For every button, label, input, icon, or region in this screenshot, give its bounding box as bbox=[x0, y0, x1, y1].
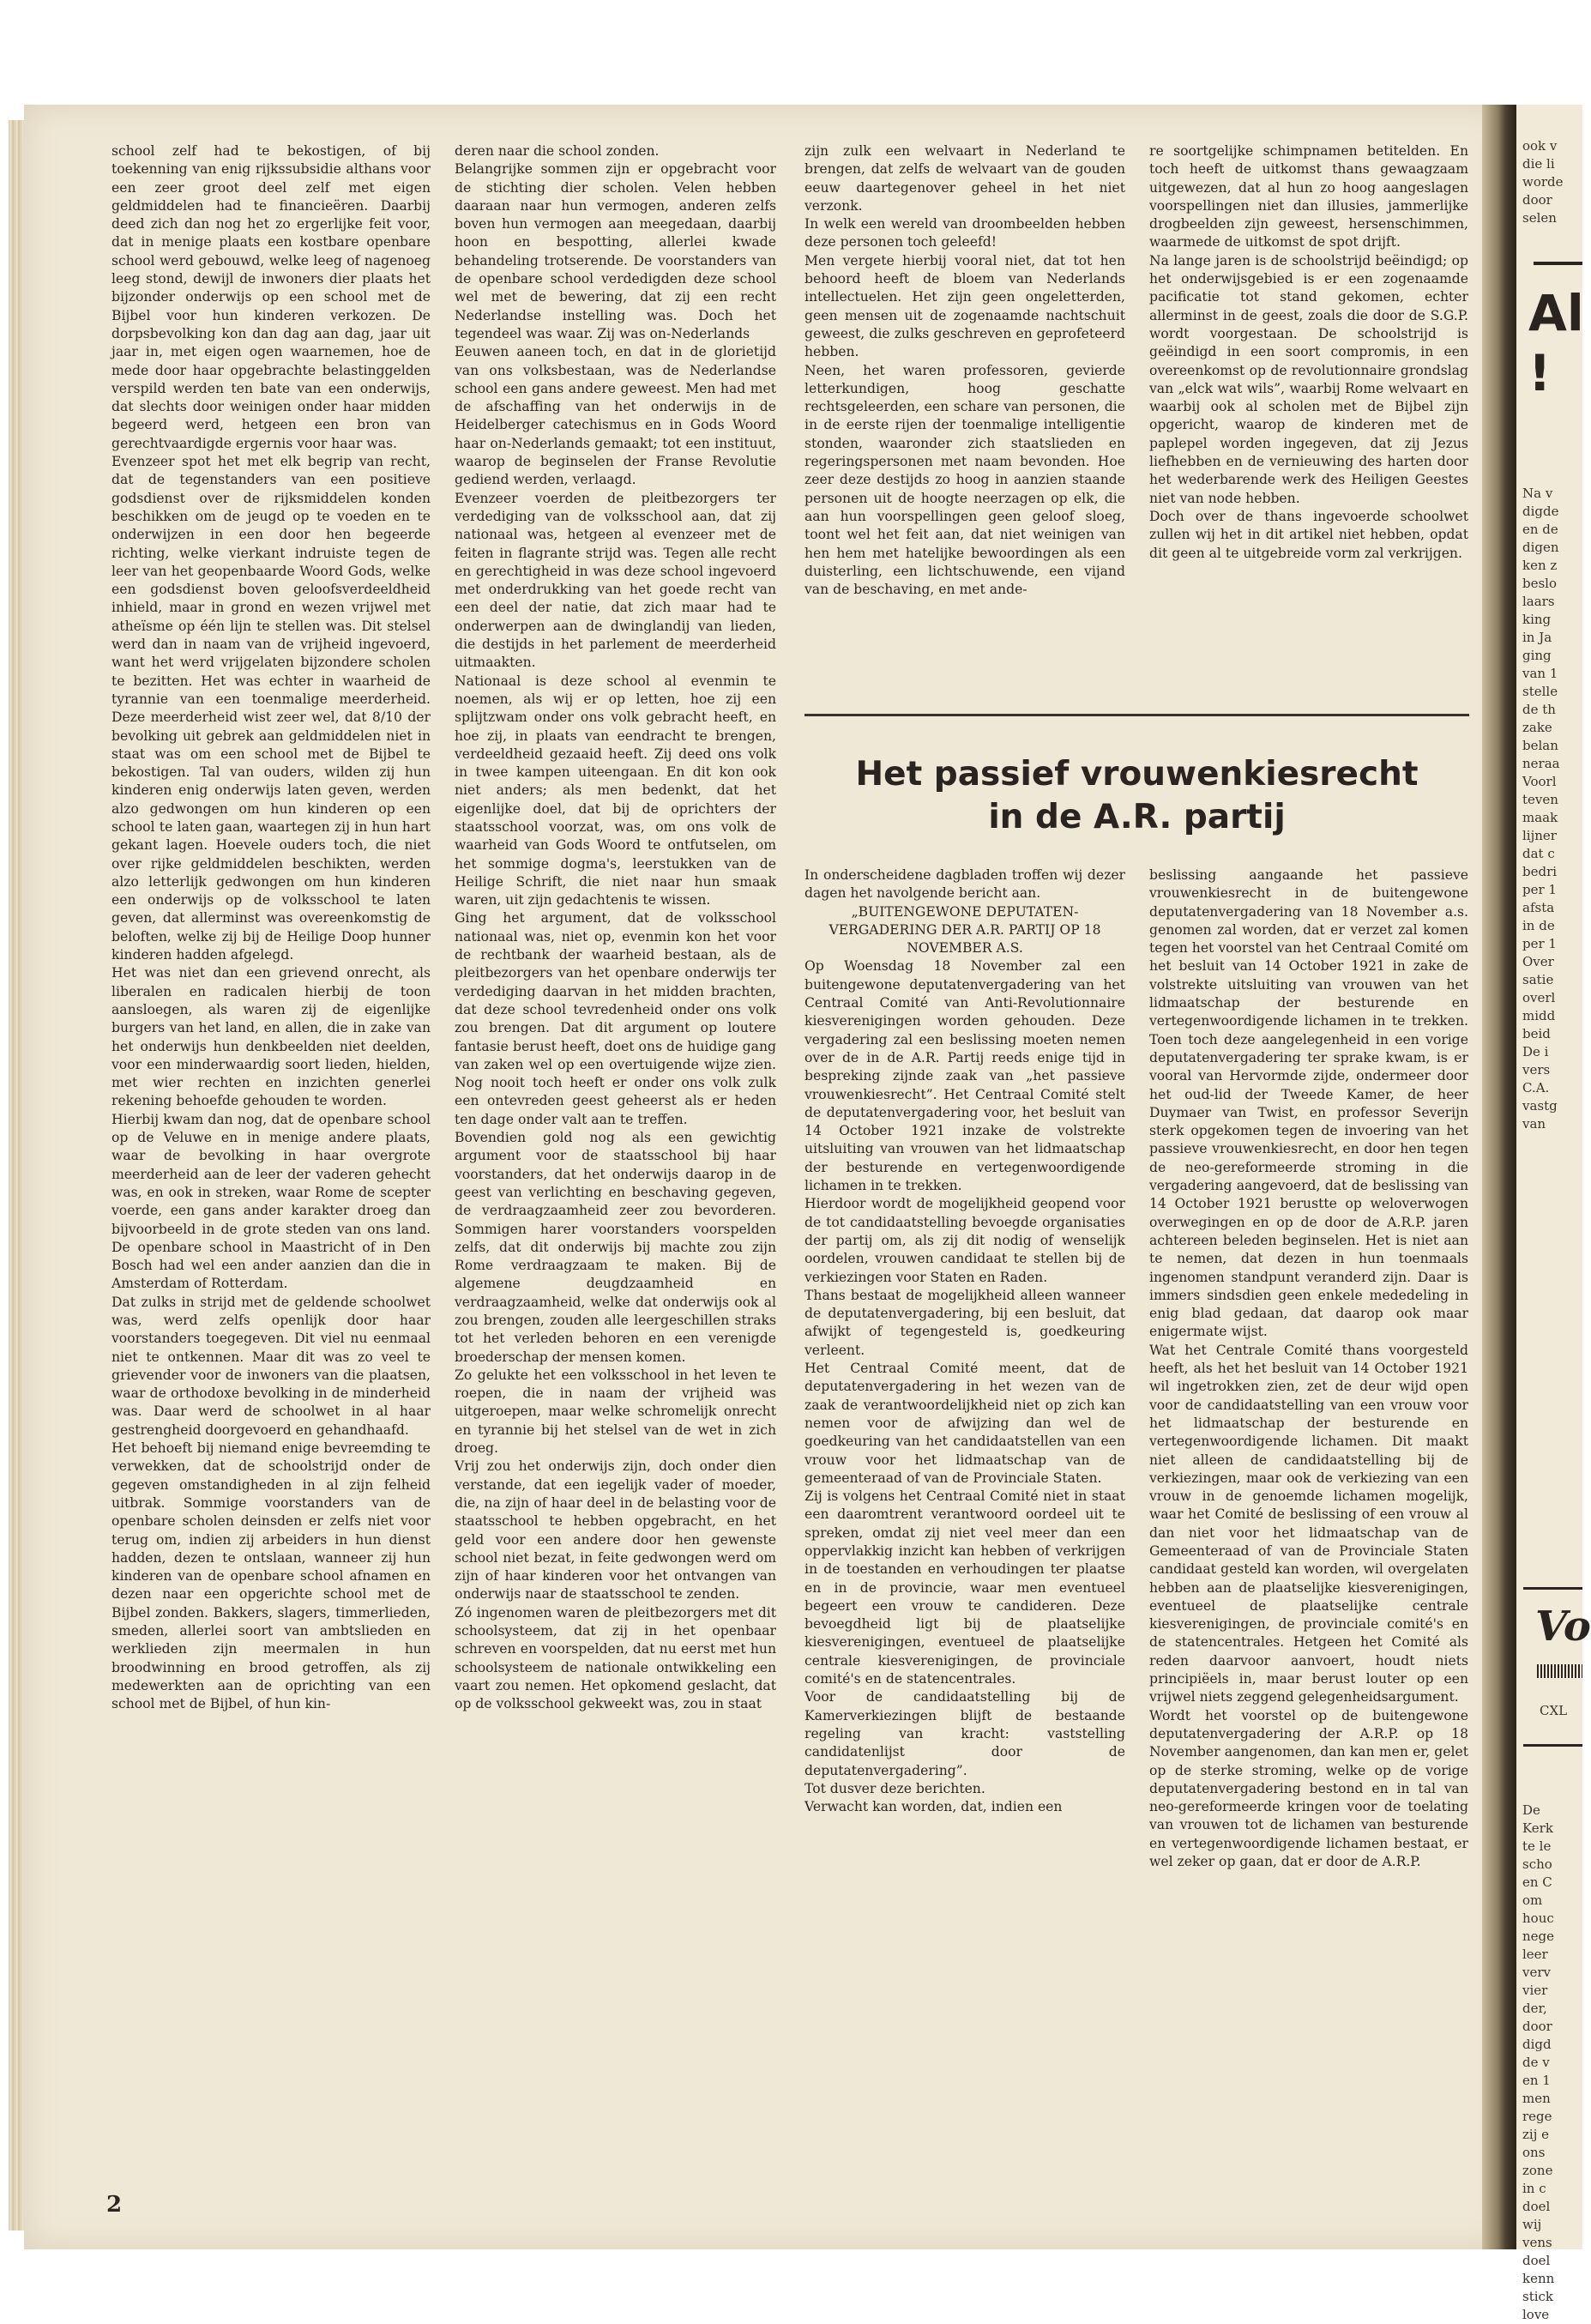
paragraph: Evenzeer spot het met elk begrip van recht, dat de tegenstanders van een positieve godsdienst over de rijksmiddelen konden beschikken om de jeugd op te voeden en te onderwijzen in een door hen begeerde richting, welke vierkant indruiste tegen de leer van het geopenbaarde Woord Gods, welke een godsdienst boven geloofsverdeeldheid inhield, maar in grond en wezen vrijwel met atheïsme op één lijn te stellen was. Dit stelsel werd dan in naam van de vrijheid ingevoerd, want het werd vrijgelaten bijzondere scholen te bezitten. Het was echter in waarheid de tyrannie van een toenmalige meerderheid. Deze meerderheid wist zeer wel, dat 8/10 der bevolking uit gebrek aan geldmiddelen niet in staat was om een school met de Bijbel te bekostigen. Tal van ouders, wilden zij hun kinderen enig onderwijs laten geven, werden alzo gedwongen om hun kinderen op een school te laten gaan, waartegen zij in hun hart gekant lagen. Hoevele ouders toch, die niet over rijke geldmiddelen beschikten, werden alzo letterlijk gedwongen om hun kinderen een onderwijs op de volksschool te laten geven, dat allerminst was overeenkomstig de beloften, welke zij bij de Heilige Doop hunner kinderen hadden afgelegd. bbox=[111, 454, 431, 963]
paragraph: Dat zulks in strijd met de geldende schoolwet was, werd zelfs openlijk door haar voorstanders toegegeven. Dit viel nu eenmaal niet te ontkennen. Maar dit was zo veel te grievender voor de inwoners van die plaatsen, waar de orthodoxe bevolking in de minderheid was. Daar werd de schoolwet in al haar gestrengheid doorgevoerd en gehandhaafd. bbox=[111, 1294, 431, 1438]
paragraph: zijn zulk een welvaart in Nederland te brengen, dat zelfs de welvaart van de gouden eeuw daartegenover geheel in het niet verzonk. bbox=[805, 143, 1125, 214]
paragraph: Voor de candidaatstelling bij de Kamerverkiezingen blijft de bestaande regeling van kracht: vaststelling candidatenlijst door de deputatenvergadering”. bbox=[805, 1689, 1125, 1778]
column-4-bottom bbox=[1149, 866, 1468, 1871]
paragraph: In onderscheidene dagbladen troffen wij dezer dagen het navolgende bericht aan. bbox=[805, 867, 1125, 902]
column-4-top bbox=[1149, 142, 1468, 563]
binding-gutter bbox=[1482, 105, 1516, 2249]
section-divider bbox=[805, 714, 1469, 716]
page-number: 2 bbox=[106, 2192, 123, 2218]
paragraph: Na lange jaren is de schoolstrijd beëindigd; op het onderwijsgebied is er een zogenaamde pacificatie tot stand gekomen, echter allerminst in de geest, zoals die door de S.G.P. wordt voorgestaan. De schoolstrijd is geëindigd in een soort compromis, in een overeenkomst op de revolutionnaire grondslag van „elck wat wils”, waarbij Rome welvaart en waarbij ook al scholen met de Bijbel zijn opgericht, waarop de kinderen met de paplepel worden ingegeven, dat zij Jezus liefhebben en de vernieuwing des harten door het wederbarende werk des Heiligen Geestes niet van node hebben. bbox=[1149, 252, 1468, 506]
column-2 bbox=[455, 142, 776, 1714]
paragraph: deren naar die school zonden. bbox=[455, 143, 660, 159]
paragraph: school zelf had te bekostigen, of bij toekenning van enig rijkssubsidie althans voor een zeer groot deel zelf met eigen geldmiddelen had te financieëren. Daarbij deed zich dan nog het zo ergerlijke feit voor, dat in menige plaats een kostbare openbare school werd gebouwd, welke leeg of nagenoeg leeg stond, dewijl de inwoners dier plaats het bijzonder onderwijs op een school met de Bijbel voor hun kinderen verkozen. De dorpsbevolking kon dan dag aan dag, jaar uit jaar in, met eigen ogen waarnemen, hoe de mede door haar opgebrachte belastinggelden verspild werden ten bate van een onderwijs, dat slechts door weinigen onder haar midden begeerd werd, hetgeen een bron van gerechtvaardigde ergernis voor haar was. bbox=[111, 143, 431, 451]
adjacent-page-rule bbox=[1534, 262, 1582, 265]
paragraph: In welk een wereld van droombeelden hebben deze personen toch geleefd! bbox=[805, 216, 1125, 251]
paragraph: Zo gelukte het een volksschool in het leven te roepen, die in naam der vrijheid was uitgeroepen, maar welke schromelijk onrecht en tyrannie bij het stelsel van de wet in zich droeg. bbox=[455, 1367, 776, 1457]
adjacent-page-headline: Al ! bbox=[1528, 284, 1584, 402]
paragraph: Thans bestaat de mogelijkheid alleen wanneer de deputatenvergadering, bij een besluit, dat afwijkt of tegengesteld is, goedkeuring verleent. bbox=[805, 1287, 1125, 1358]
article-headline bbox=[805, 753, 1469, 839]
paragraph: Het behoeft bij niemand enige bevreemding te verwekken, dat de schoolstrijd onder de gegeven omstandigheden in al zijn felheid uitbrak. Sommige voorstanders van de openbare scholen deinsden er zelfs niet voor terug om, indien zij arbeiders in hun dienst hadden, dezen te ontslaan, wanneer zij hun kinderen van de openbare school afnamen en dezen naar een opgerichte school met de Bijbel zonden. Bakkers, slagers, timmerlieden, smeden, allerlei soort van ambtslieden en werklieden zijn meermalen in hun broodwinning en brood getroffen, als zij medewerkten aan de oprichting van een school met de Bijbel, of hun kin- bbox=[111, 1440, 431, 1712]
adjacent-page-volume: CXL bbox=[1540, 1703, 1568, 1718]
paragraph: Hierbij kwam dan nog, dat de openbare school op de Veluwe en in menige andere plaats, waar de bevolking in haar overgrote meerderheid aan de leer der vaderen gehecht was, en ook in streken, waar Rome de scepter voerde, een gans ander karakter droeg dan bijvoorbeeld in de grote steden van ons land. De openbare school in Maastricht of in Den Bosch had wel een ander aanzien dan die in Amsterdam of Rotterdam. bbox=[111, 1111, 431, 1292]
column-1 bbox=[111, 142, 431, 1714]
paragraph: Eeuwen aaneen toch, en dat in de glorietijd van ons volksbestaan, was de Nederlandse school een gans andere geweest. Men had met de afschaffing van het onderwijs in de Heidelberger catechismus en in Gods Woord haar on-Nederlands gemaakt; tot een instituut, waarop de beginselen der Franse Revolutie gediend werden, verlaagd. bbox=[455, 344, 776, 488]
paragraph: Hierdoor wordt de mogelijkheid geopend voor de tot candidaatstelling bevoegde organisaties der partij om, als zij dit nodig of wenselijk oordelen, vrouwen candidaat te stellen bij de verkiezingen voor Staten en Raden. bbox=[805, 1196, 1125, 1285]
paragraph: Bovendien gold nog als een gewichtig argument voor de staatsschool bij haar voorstanders, dat het onderwijs daarop in de geest van verlichting en beschaving gegeven, de verdraagzaamheid zeer zou bevorderen. Sommigen harer voorstanders voorspelden zelfs, dat dit onderwijs bij machte zou zijn Rome verdraagzaam te maken. Bij de algemene deugdzaamheid en verdraagzaamheid, welke dat onderwijs ook al zou brengen, zouden alle leergeschillen straks tot het verleden behoren en een verenigde broederschap der mensen komen. bbox=[455, 1130, 776, 1365]
paragraph: Nationaal is deze school al evenmin te noemen, als wij er op letten, hoe zij een splijtzwam onder ons volk gebracht heeft, en hoe zij, in plaats van eendracht te brengen, verdeeldheid gezaaid heeft. Zij deed ons volk in twee kampen uiteengaan. En dit kon ook niet anders; als men bedenkt, dat het eigenlijke doel, dat bij de oprichters der staatsschool voorzat, was, om ons volk de waarheid van Gods Woord te ontfutselen, om het sommige dogma's, leerstukken van de Heilige Schrift, die niet naar hun smaak waren, uit zijn gedachtenis te wissen. bbox=[455, 673, 776, 908]
paragraph: re soortgelijke schimpnamen betitelden. En toch heeft de uitkomst thans gewaagzaam uitgewezen, dat al hun zo hoog aangeslagen voorspellingen niet dan illusies, jammerlijke drogbeelden zijn geweest, hersenschimmen, waarmede de uitkomst de spot drijft. bbox=[1149, 143, 1468, 251]
paragraph: Doch over de thans ingevoerde schoolwet zullen wij het in dit artikel niet hebben, opdat dit geen al te uitgebreide vorm zal verkrijgen. bbox=[1149, 508, 1468, 561]
paragraph: Verwacht kan worden, dat, indien een bbox=[805, 1799, 1063, 1815]
adjacent-page-text-middle: Na v digde en de digen ken z beslo laars king in Ja ging van 1 stelle de th zake belan neraa Voorl teven maak lijner dat c bedri per 1 afsta in de per 1 Over satie overl midd beid De i vers C.A. vastg van bbox=[1522, 486, 1560, 1132]
paragraph: Belangrijke sommen zijn er opgebracht voor de stichting dier scholen. Velen hebben daaraan naar hun vermogen, anderen zelfs boven hun vermogen aan meegedaan, daarbij hoon en bespotting, allerlei kwade behandeling trotserende. De voorstanders van de openbare school verdedigden deze school wel met de bewering, dat zij een recht Nederlandse instelling was. Doch het tegendeel was waar. Zij was on-Nederlands bbox=[455, 161, 776, 341]
paragraph: Zij is volgens het Centraal Comité niet in staat een daaromtrent verantwoord oordeel uit te spreken, omdat zij niet veel meer dan een oppervlakkig inzicht kan hebben of verkrijgen in de toestanden en verhoudingen ter plaatse en in de provincie, waar men eventueel begeert een vrouw te candideren. Deze bevoegdheid ligt bij de plaatselijke kiesverenigingen, eventueel de plaatselijke centrale kiesverenigingen, de provinciale comité's en de statencentrales. bbox=[805, 1488, 1125, 1687]
paragraph: beslissing aangaande het passieve vrouwenkiesrecht in de buitengewone deputatenvergadering van 18 November a.s. genomen zal worden, dat er verzet zal komen tegen het voorstel van het Centraal Comité om het besluit van 14 October 1921 in zake de volstrekte uitsluiting van vrouwen van het lidmaatschap der besturende en vertegenwoordigende lichamen in te trekken. Toen toch deze aangelegenheid in een vorige deputatenvergadering ter sprake kwam, is er vooral van Hervormde zijde, ondermeer door het oud-lid der Tweede Kamer, de heer Duymaer van Twist, en professor Severijn sterk opgekomen tegen de invoering van het passieve vrouwenkiesrecht, en door hen tegen de neo-gereformeerde stroming in die vergadering aangevoerd, dat de beslissing van 14 October 1921 berustte op weloverwogen overwegingen en op de door de A.R.P. jaren achtereen beleden beginselen. Het is niet aan te nemen, dat dezen in hun toenmaals ingenomen standpunt veranderd zijn. Daar is immers sindsdien geen enkele mededeling in enig blad gedaan, dat daarop ook maar enigermate wijst. bbox=[1149, 867, 1468, 1340]
paragraph: Het Centraal Comité meent, dat de deputatenvergadering in het wezen van de zaak de verantwoordelijkheid niet op zich kan nemen voor de afwijzing dan wel de goedkeuring van het candidaatstellen van een vrouw voor het lidmaatschap van de gemeenteraad of van de Provinciale Staten. bbox=[805, 1361, 1125, 1486]
paragraph: Het was niet dan een grievend onrecht, als liberalen en radicalen hierbij de toon aansloegen, als waren zij de eigenlijke burgers van het land, en allen, die in zake van het onderwijs hun denkbeelden niet deelden, voor een minderwaardig soort lieden, hielden, met wier rechten en inzichten generlei rekening behoefde gehouden te worden. bbox=[111, 965, 431, 1109]
paragraph: Wordt het voorstel op de buitengewone deputatenvergadering der A.R.P. op 18 November aangenomen, dan kan men er, gelet op de sterke stroming, welke op de vorige deputatenvergadering bestond en in tal van neo-gereformeerde kringen voor de toelating van vrouwen tot de lichamen van besturende en vertegenwoordigende lichamen bestaat, er wel zeker op gaan, dat er door de A.R.P. bbox=[1149, 1707, 1468, 1870]
paragraph: Vrij zou het onderwijs zijn, doch onder dien verstande, dat een iegelijk vader of moeder, die, na zijn of haar deel in de belasting voor de staatsschool te hebben opgebracht, en het geld voor een andere door hen gewenste school niet bezat, in feite gedwongen werd om zijn of haar kinderen voor het ontvangen van onderwijs naar de staatsschool te zenden. bbox=[455, 1458, 776, 1603]
adjacent-page-barcode bbox=[1537, 1664, 1582, 1678]
paragraph: Zó ingenomen waren de pleitbezorgers met dit schoolsysteem, dat zij in het openbaar schreven en voorspelden, dat nu eerst met hun schoolsysteem de nationale ontwikkeling een vaart zou nemen. Het opkomend geslacht, dat op de volksschool gekweekt was, zou in staat bbox=[455, 1604, 776, 1712]
headline-line-1: Het passief vrouwenkiesrecht bbox=[855, 755, 1419, 794]
column-3-top bbox=[805, 142, 1125, 599]
paragraph: Op Woensdag 18 November zal een buitengewone deputatenvergadering van het Centraal Comité van Anti-Revolutionnaire kiesverenigingen worden gehouden. Deze vergadering zal een beslissing moeten nemen over de in de A.R. Partij reeds enige tijd in bespreking zijnde zaak van „het passieve vrouwenkiesrecht”. Het Centraal Comité stelt de deputatenvergadering voor, het besluit van 14 October 1921 inzake de volstrekte uitsluiting van vrouwen van het lidmaatschap der besturende en vertegenwoordigende lichamen in te trekken. bbox=[805, 958, 1125, 1194]
paragraph: Evenzeer voerden de pleitbezorgers ter verdediging van de volksschool aan, dat zij nationaal was, hetgeen al evenzeer met de feiten in flagrante strijd was. Tegen alle recht en gerechtigheid in was deze school ingevoerd met onderdrukking van het goede recht van een deel der natie, dat zich maar had te onderwerpen aan de dwinglandij van lieden, die destijds in het parlement de meerderheid uitmaakten. bbox=[455, 490, 776, 671]
paragraph: „BUITENGEWONE DEPUTATEN-VERGADERING DER A.R. PARTIJ OP 18 NOVEMBER A.S. bbox=[829, 903, 1101, 957]
column-3-bottom bbox=[805, 866, 1125, 1816]
paragraph: Neen, het waren professoren, gevierde letterkundigen, hoog geschatte rechtsgeleerden, een schare van personen, die in de eerste rijen der toenmalige intelligentie stonden, waaronder zich staatslieden en regeringspersonen met naam bevonden. Hoe zeer deze destijds zo hoog in aanzien staande personen uit de hoogte neerzagen op elk, die aan hun voorspellingen geen geloof sloeg, toont wel het feit aan, dat niet weinigen van hen hem met hatelijke bewoordingen als een duisterling, een lichtschuwende, een vijand van de beschaving, en met ande- bbox=[805, 362, 1125, 598]
paragraph: Men vergete hierbij vooral niet, dat tot hen behoord heeft de bloem van Nederlands intellectuelen. Het zijn geen ongeletterden, geen mensen uit de zogenaamde nachtschuit geweest, die zulks geschreven en geprofeteerd hebben. bbox=[805, 252, 1125, 360]
adjacent-page-text-top: ook v die li worde door selen bbox=[1522, 138, 1564, 226]
adjacent-page-text-bottom: De Kerk te le scho en C om houc nege leer verv vier der, door digd de v en 1 men rege zij e ons zone in c doel wij vens doel kenn stick love bbox=[1522, 1802, 1555, 2322]
adjacent-page-masthead: Vo bbox=[1535, 1603, 1591, 1651]
headline-line-2: in de A.R. partij bbox=[988, 798, 1286, 836]
paragraph: Ging het argument, dat de volksschool nationaal was, niet op, evenmin kon het voor de rechtbank der waarheid bestaan, als de pleitbezorgers van het openbare onderwijs ter verdediging daarvan in het midden brachten, dat deze school tevredenheid onder ons volk zou brengen. Dat dit argument op loutere fantasie berust heeft, doet ons de huidige gang van zaken wel op een overtuigende wijze zien. Nog nooit toch heeft er onder ons volk zulk een ontevreden geest geheerst als er heden ten dage onder valt aan te treffen. bbox=[455, 910, 776, 1127]
paragraph: Wat het Centrale Comité thans voorgesteld heeft, als het het besluit van 14 October 1921 wil ingetrokken zien, zet de deur wijd open voor de candidaatstelling van een vrouw voor het lidmaatschap der besturende en vertegenwoordigende lichamen. Dit maakt niet alleen de candidaatstelling bij de verkiezingen, maar ook de verkiezing van een vrouw in de genoemde lichamen mogelijk, waar het Comité de beslissing of een vrouw al dan niet voor het lidmaatschap van de Gemeenteraad of van de Provinciale Staten candidaat gesteld kan worden, wil overgelaten hebben aan de plaatselijke kiesverenigingen, eventueel de plaatselijke centrale kiesverenigingen, de provinciale comité's en de statencentrales. Hetgeen het Comité als reden daarvoor aanvoert, houdt niets principiëels in, maar berust louter op een vrijwel niets zeggend gelegenheidsargument. bbox=[1149, 1342, 1468, 1705]
paragraph: Tot dusver deze berichten. bbox=[805, 1780, 985, 1796]
